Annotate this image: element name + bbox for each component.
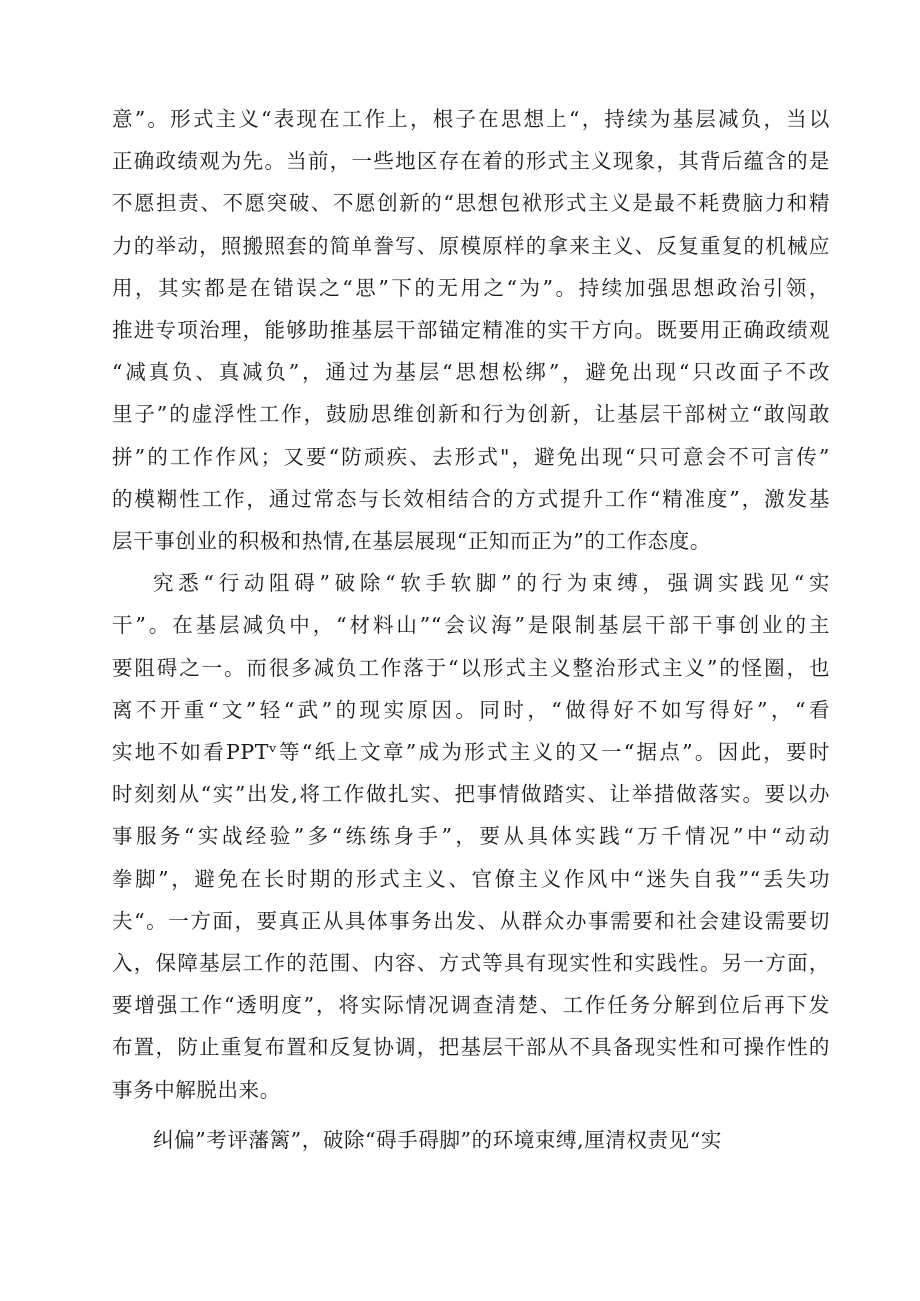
text-line: 干”。在基层减负中，“材料山”“会议海”是限制基层干部干事创业的主 [112,613,830,638]
text-line: 意”。形式主义“表现在工作上，根子在思想上“，持续为基层减负，当以 [112,107,830,131]
text-line: 的模糊性工作，通过常态与长效相结合的方式提升工作“精准度”，激发基 [112,486,830,511]
text-line: 要阻碍之一。而很多减负工作落于“以形式主义整治形式主义”的怪圈，也 [112,655,830,680]
paragraph [112,562,830,1111]
text-line: “减真负、真减负”，通过为基层“思想松绑”，避免出现“只改面子不改 [112,360,830,385]
text-line: 里子”的虚浮性工作，鼓励思维创新和行为创新，让基层干部树立“敢闯敢 [112,402,830,427]
text-line: 离不开重“文”轻“武”的现实原因。同时，“做得好不如写得好”，“看 [112,697,830,722]
text-line: 布置，防止重复布置和反复协调，把基层干部从不具备现实性和可操作性的 [112,1035,830,1060]
text-line: 力的举动，照搬照套的简单誊写、原模原样的拿来主义、反复重复的机械应 [112,233,830,258]
text-line: 不愿担责、不愿突破、不愿创新的“思想包袱形式主义是最不耗费脑力和精 [112,191,830,216]
text-line: 事务中解脱出来。 [112,1077,281,1102]
text-line: 事服务“实战经验”多“练练身手”，要从具体实践“万千情况”中“动动 [112,824,830,849]
text-line: 纠偏”考评藩篱”，破除“碍手碍脚”的环境束缚,厘清权责见“实 [153,1127,722,1152]
text-line: 要增强工作“透明度”，将实际情况调查清楚、工作任务分解到位后再下发 [112,993,830,1018]
text-line: 拳脚”，避免在长时期的形式主义、官僚主义作风中“迷失自我”“丢失功 [112,866,830,891]
text-line: 用，其实都是在错误之“思”下的无用之“为”。持续加强思想政治引领， [112,275,830,300]
text-line: 实地不如看PPTᵛ等“纸上文章”成为形式主义的又一“据点”。因此，要时 [112,740,830,765]
text-line: 夫“。一方面，要真正从具体事务出发、从群众办事需要和社会建设需要切 [112,908,830,933]
text-line: 推进专项治理，能够助推基层干部锚定精准的实干方向。既要用正确政绩观 [112,318,830,343]
document-body [112,98,830,1161]
text-line: 拼”的工作作风；又要“防顽疾、去形式"，避免出现“只可意会不可言传” [112,444,830,469]
text-line: 正确政绩观为先。当前，一些地区存在着的形式主义现象，其背后蕴含的是 [112,149,830,174]
text-line: 层干事创业的积极和热情,在基层展现“正知而正为”的工作态度。 [112,529,711,554]
text-line: 究悉“行动阻碍”破除“软手软脚”的行为束缚，强调实践见“实 [153,571,830,596]
text-line: 时刻刻从“实”出发,将工作做扎实、把事情做踏实、让举措做落实。要以办 [112,782,830,807]
paragraph [112,98,830,562]
text-line: 入，保障基层工作的范围、内容、方式等具有现实性和实践性。另一方面， [112,951,830,976]
paragraph [112,1119,830,1161]
